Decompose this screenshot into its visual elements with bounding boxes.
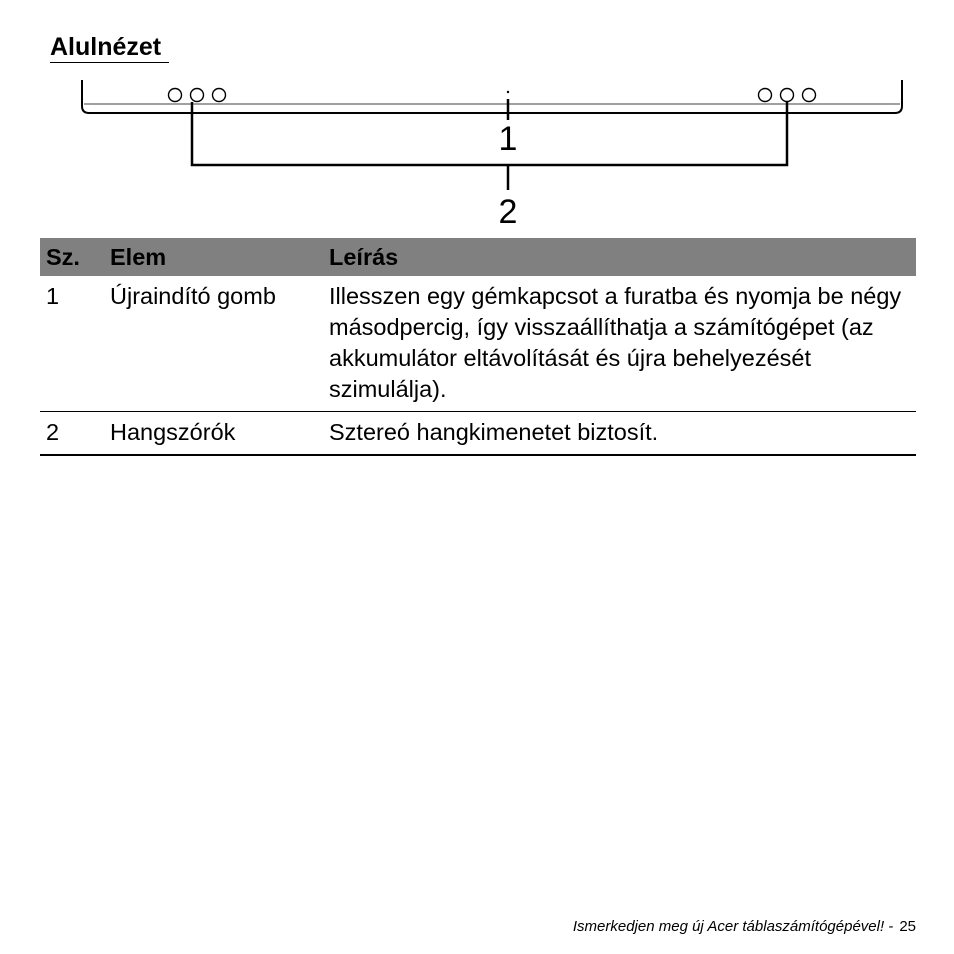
callout-1-label: 1 <box>498 120 518 158</box>
header-num: Sz. <box>40 238 104 276</box>
right-speaker-grille-icon <box>759 89 816 102</box>
table-row <box>40 412 916 456</box>
row-num: 1 <box>40 276 104 412</box>
row-item: Újraindító gomb <box>104 276 323 412</box>
device-bottom-view-diagram <box>0 0 954 240</box>
row-num: 2 <box>40 412 104 456</box>
callout-2-bracket <box>192 102 787 165</box>
page-number: 25 <box>899 918 916 935</box>
left-speaker-grille-icon <box>169 89 226 102</box>
callout-2-label: 2 <box>498 193 518 231</box>
reset-hole-icon <box>507 91 509 93</box>
row-desc: Illesszen egy gémkapcsot a furatba és nyomja be négy másodpercig, így visszaállíthatja a számítógépet (az akkumulátor eltávolítását és újra behelyezését szimulálja). <box>323 276 916 412</box>
table-row <box>40 276 916 412</box>
row-item: Hangszórók <box>104 412 323 456</box>
footer-text: Ismerkedjen meg új Acer táblaszámítógépével! - <box>572 918 894 935</box>
header-desc: Leírás <box>323 238 916 276</box>
device-edge-outline <box>82 80 902 113</box>
table-header-row <box>40 238 916 276</box>
page-footer <box>573 918 916 935</box>
section-title: Alulnézet <box>50 32 169 63</box>
row-desc: Sztereó hangkimenetet biztosít. <box>323 412 916 456</box>
component-table <box>40 238 916 456</box>
header-item: Elem <box>104 238 323 276</box>
